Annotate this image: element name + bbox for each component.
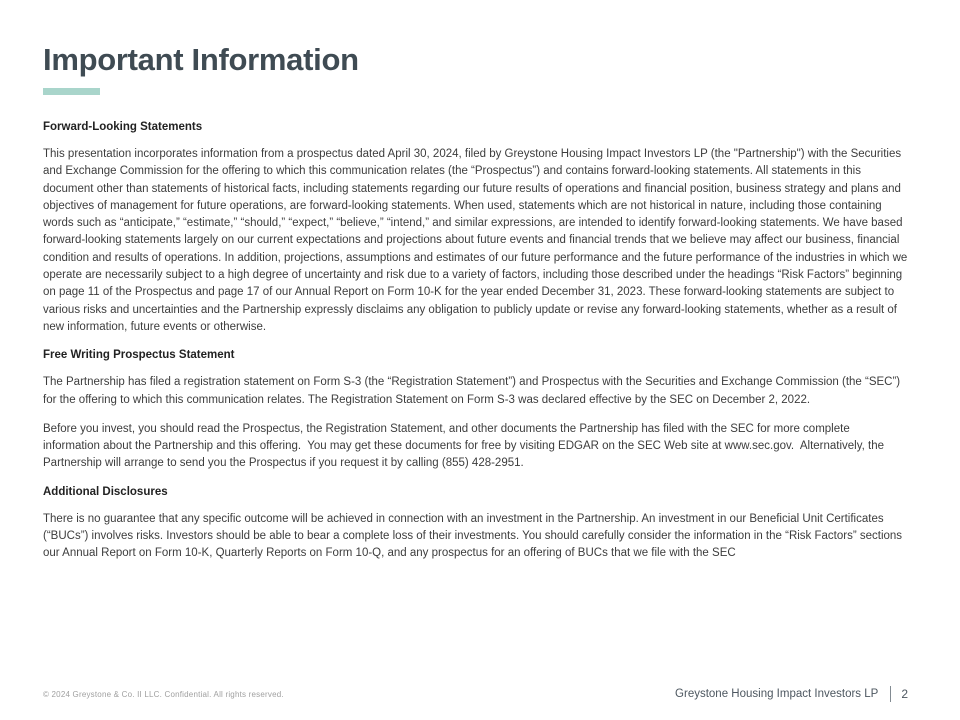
title-accent-bar — [43, 88, 100, 95]
page-title: Important Information — [43, 42, 359, 77]
free-writing-paragraph-2: Before you invest, you should read the Prospectus, the Registration Statement, and other documents the Partnership has filed with the SEC for more complete information about the Partnership and this offering. You may get these documents for free by visiting EDGAR on the SEC Web site at www.sec.gov. Alternatively, the Partnership will arrange to send you the Prospectus if you request it by calling (855) 428-2951. — [43, 422, 888, 470]
slide-footer — [43, 686, 908, 702]
section-additional-disclosures — [43, 485, 909, 563]
footer-right — [675, 686, 908, 702]
section-heading-free-writing: Free Writing Prospectus Statement — [43, 349, 235, 362]
section-free-writing-prospectus — [43, 348, 909, 472]
free-writing-paragraph-1: The Partnership has filed a registration statement on Form S-3 (the “Registration Statement”) and Prospectus with the Securities and Exchange Commission (the “SEC”) for the offering to which this communication relates. The Registration Statement on Form S-3 was declared effective by the SEC on December 2, 2022. — [43, 376, 904, 406]
slide-content — [43, 42, 909, 575]
section-heading-forward-looking: Forward-Looking Statements — [43, 121, 203, 133]
body-copy — [43, 120, 909, 563]
footer-divider — [890, 686, 891, 702]
copyright-notice: © 2024 Greystone & Co. II LLC. Confidential. All rights reserved. — [43, 690, 284, 699]
additional-disclosures-paragraph: There is no guarantee that any specific outcome will be achieved in connection with an investment in the Partnership. An investment in our Beneficial Unit Certificates (“BUCs”) involves risks. Investors should be able to bear a complete loss of their investments. You should carefully consider the information in the “Risk Factors” sections our Annual Report on Form 10-K, Quarterly Reports on Form 10-Q, and any prospectus for an offering of BUCs that we file with the SEC — [43, 512, 906, 560]
section-heading-additional-disclosures: Additional Disclosures — [43, 485, 168, 498]
section-forward-looking-statements — [43, 120, 909, 336]
forward-looking-paragraph: This presentation incorporates information from a prospectus dated April 30, 2024, filed by Greystone Housing Impact Investors LP (the "Partnership") with the Securities and Exchange Commission for the offering to which this communication relates (the “Prospectus”) and contains forward-looking statements. All statements in this document other than statements of historical facts, including statements regarding our future results of operations and financial position, business strategy and plans and objectives of management for future operations, are forward-looking statements. When used, statements which are not historical in nature, including those containing words such as “anticipate,” “estimate,” “should,” “expect,” “believe,” “intend,” and similar expressions, are intended to identify forward-looking statements. We have based forward-looking statements largely on our current expectations and projections about future events and financial trends that we believe may affect our business, financial condition and results of operations. In addition, projections, assumptions and estimates of our future performance and the future performance of the industries in which we operate are necessarily subject to a high degree of uncertainty and risk due to a variety of factors, including those described under the headings “Risk Factors” beginning on page 11 of the Prospectus and page 17 of our Annual Report on Form 10-K for the year ended December 31, 2023. These forward-looking statements are subject to various risks and uncertainties and the Partnership expressly disclaims any obligation to publicly update or revise any forward-looking statements, whether as a result of new information, future events or otherwise. — [43, 148, 911, 333]
footer-company-name: Greystone Housing Impact Investors LP — [675, 688, 879, 700]
footer-page-number: 2 — [901, 687, 908, 701]
